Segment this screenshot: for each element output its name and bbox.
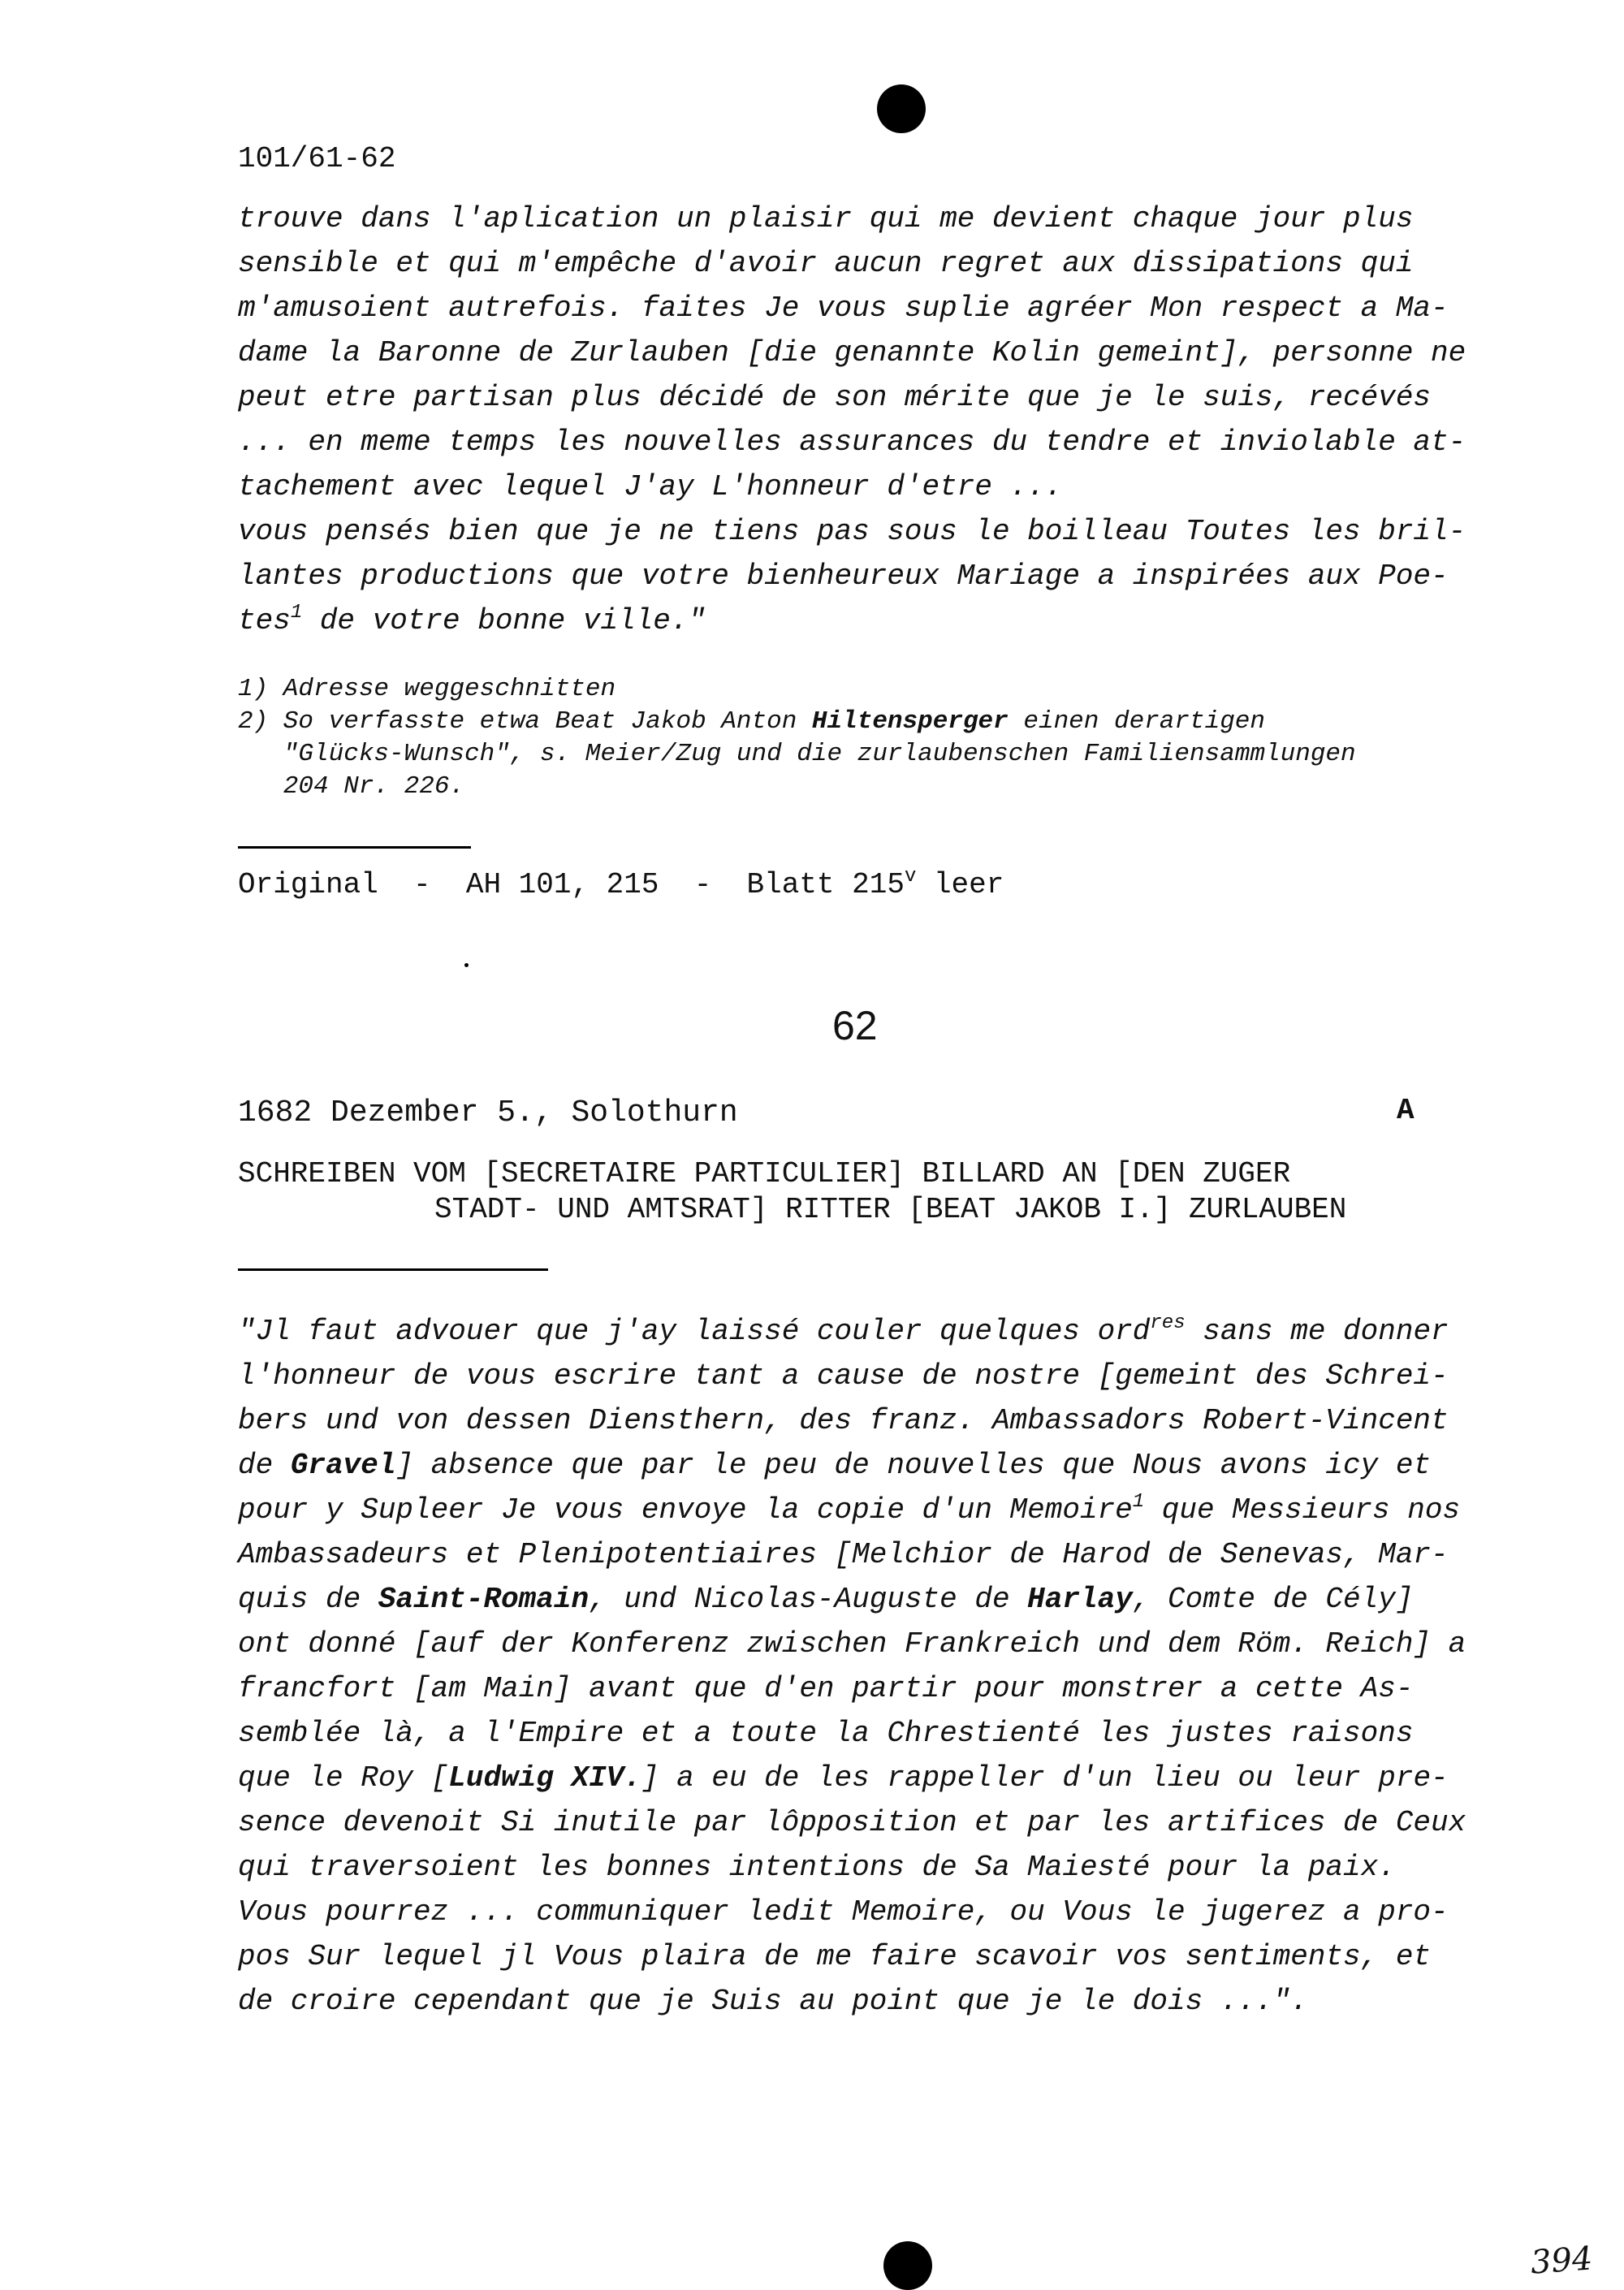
footnote-2-line3: 204 Nr. 226. [238, 772, 465, 801]
text-span: 2) So verfasste etwa Beat Jakob Anton [238, 707, 812, 736]
letter-line [238, 1451, 1431, 1480]
letter-line: francfort [am Main] avant que d'en partir pour monstrer a cette As- [238, 1672, 1414, 1705]
letter-line: Ambassadeurs et Plenipotentiaires [Melchior de Harod de Senevas, Mar- [238, 1538, 1449, 1571]
letter-line: semblée là, a l'Empire et a toute la Chrestienté les justes raisons [238, 1717, 1414, 1750]
date-place: 1682 Dezember 5., Solothurn [238, 1095, 738, 1130]
letter-line [238, 1585, 1413, 1614]
source-note [238, 866, 1004, 901]
text-span: , Comte de Cély] [1132, 1583, 1414, 1616]
text-span: leer [916, 868, 1004, 901]
bottom-punch-dot [883, 2241, 932, 2290]
top-punch-dot [877, 84, 926, 133]
letter-line: pos Sur lequel jl Vous plaira de me faire scavoir vos sentiments, et [238, 1940, 1432, 1973]
letter-line: de croire cependant que je Suis au point que je le dois ...". [238, 1985, 1308, 2018]
person-name: Saint-Romain [378, 1583, 590, 1616]
text-span: de [238, 1449, 291, 1482]
page-reference: 101/61-62 [238, 142, 396, 175]
footnote-ref: 1 [1132, 1491, 1145, 1513]
text-span: "Jl faut advouer que j'ay laissé couler quelques ord [238, 1315, 1151, 1348]
person-name: Harlay [1027, 1583, 1133, 1616]
separator-rule [238, 846, 471, 849]
document-number: 62 [832, 1003, 878, 1048]
person-name: Gravel [290, 1449, 396, 1482]
letter-line [238, 1491, 1461, 1527]
document-type-marker: A [1397, 1094, 1415, 1127]
small-speck [464, 963, 469, 967]
footnote-2-line2: "Glücks-Wunsch", s. Meier/Zug und die zurlaubenschen Familiensammlungen [238, 740, 1356, 768]
handwritten-page-mark: 394 [1529, 2240, 1594, 2282]
text-span: que Messieurs nos [1144, 1493, 1461, 1527]
letter-line [238, 1312, 1449, 1348]
text-span: que le Roy [ [238, 1761, 449, 1795]
text-span: tes [238, 604, 291, 637]
letter-line: trouve dans l'aplication un plaisir qui me devient chaque jour plus [238, 202, 1414, 235]
superscript: v [904, 866, 917, 888]
letter-line: sensible et qui m'empêche d'avoir aucun regret aux dissipations qui [238, 247, 1414, 280]
text-span: quis de [238, 1583, 378, 1616]
text-span: ] absence que par le peu de nouvelles que Nous avons icy et [395, 1449, 1432, 1482]
person-name: Hiltensperger [811, 707, 1009, 736]
text-span: , und Nicolas-Auguste de [589, 1583, 1028, 1616]
letter-line [238, 1761, 1449, 1795]
text-span: einen derartigen [1008, 707, 1266, 736]
letter-line: vous pensés bien que je ne tiens pas sous le boilleau Toutes les bril- [238, 515, 1466, 548]
letter-line: sence devenoit Si inutile par lôpposition et par les artifices de Ceux [238, 1806, 1466, 1839]
letter-line: l'honneur de vous escrire tant a cause de nostre [gemeint des Schrei- [238, 1359, 1449, 1393]
letter-line: lantes productions que votre bienheureux Mariage a inspirées aux Poe- [238, 560, 1449, 593]
letter-line: peut etre partisan plus décidé de son mérite que je le suis, recévés [238, 381, 1432, 414]
text-span: pour y Supleer Je vous envoye la copie d'un Memoire [238, 1493, 1133, 1527]
letter-line [238, 602, 706, 637]
footnote-1: 1) Adresse weggeschnitten [238, 675, 616, 703]
letter-line: m'amusoient autrefois. faites Je vous suplie agréer Mon respect a Ma- [238, 292, 1449, 325]
letter-line: dame la Baronne de Zurlauben [die genannte Kolin gemeint], personne ne [238, 336, 1466, 369]
letter-line: qui traversoient les bonnes intentions de Sa Maiesté pour la paix. [238, 1851, 1396, 1884]
letter-line: ... en meme temps les nouvelles assurances du tendre et inviolable at- [238, 426, 1466, 459]
text-span: Original - AH 101, 215 - Blatt 215 [238, 868, 905, 901]
letter-line: bers und von dessen Diensthern, des franz. Ambassadors Robert-Vincent [238, 1404, 1449, 1437]
footnote-ref: 1 [290, 602, 303, 624]
document-title-line2: STADT- UND AMTSRAT] RITTER [BEAT JAKOB I.] ZURLAUBEN [434, 1193, 1347, 1226]
letter-line: ont donné [auf der Konferenz zwischen Frankreich und dem Röm. Reich] a [238, 1627, 1466, 1661]
text-span: sans me donner [1185, 1315, 1449, 1348]
text-span: ] a eu de les rappeller d'un lieu ou leur pre- [641, 1761, 1449, 1795]
text-span: de votre bonne ville." [302, 604, 706, 637]
letter-line: Vous pourrez ... communiquer ledit Memoire, ou Vous le jugerez a pro- [238, 1895, 1449, 1929]
footnote-2 [238, 709, 1265, 734]
person-name: Ludwig XIV. [448, 1761, 641, 1795]
letter-line: tachement avec lequel J'ay L'honneur d'etre ... [238, 470, 1063, 503]
document-title-line1: SCHREIBEN VOM [SECRETAIRE PARTICULIER] BILLARD AN [DEN ZUGER [238, 1157, 1291, 1190]
separator-rule [238, 1268, 548, 1271]
superscript: res [1150, 1312, 1186, 1334]
